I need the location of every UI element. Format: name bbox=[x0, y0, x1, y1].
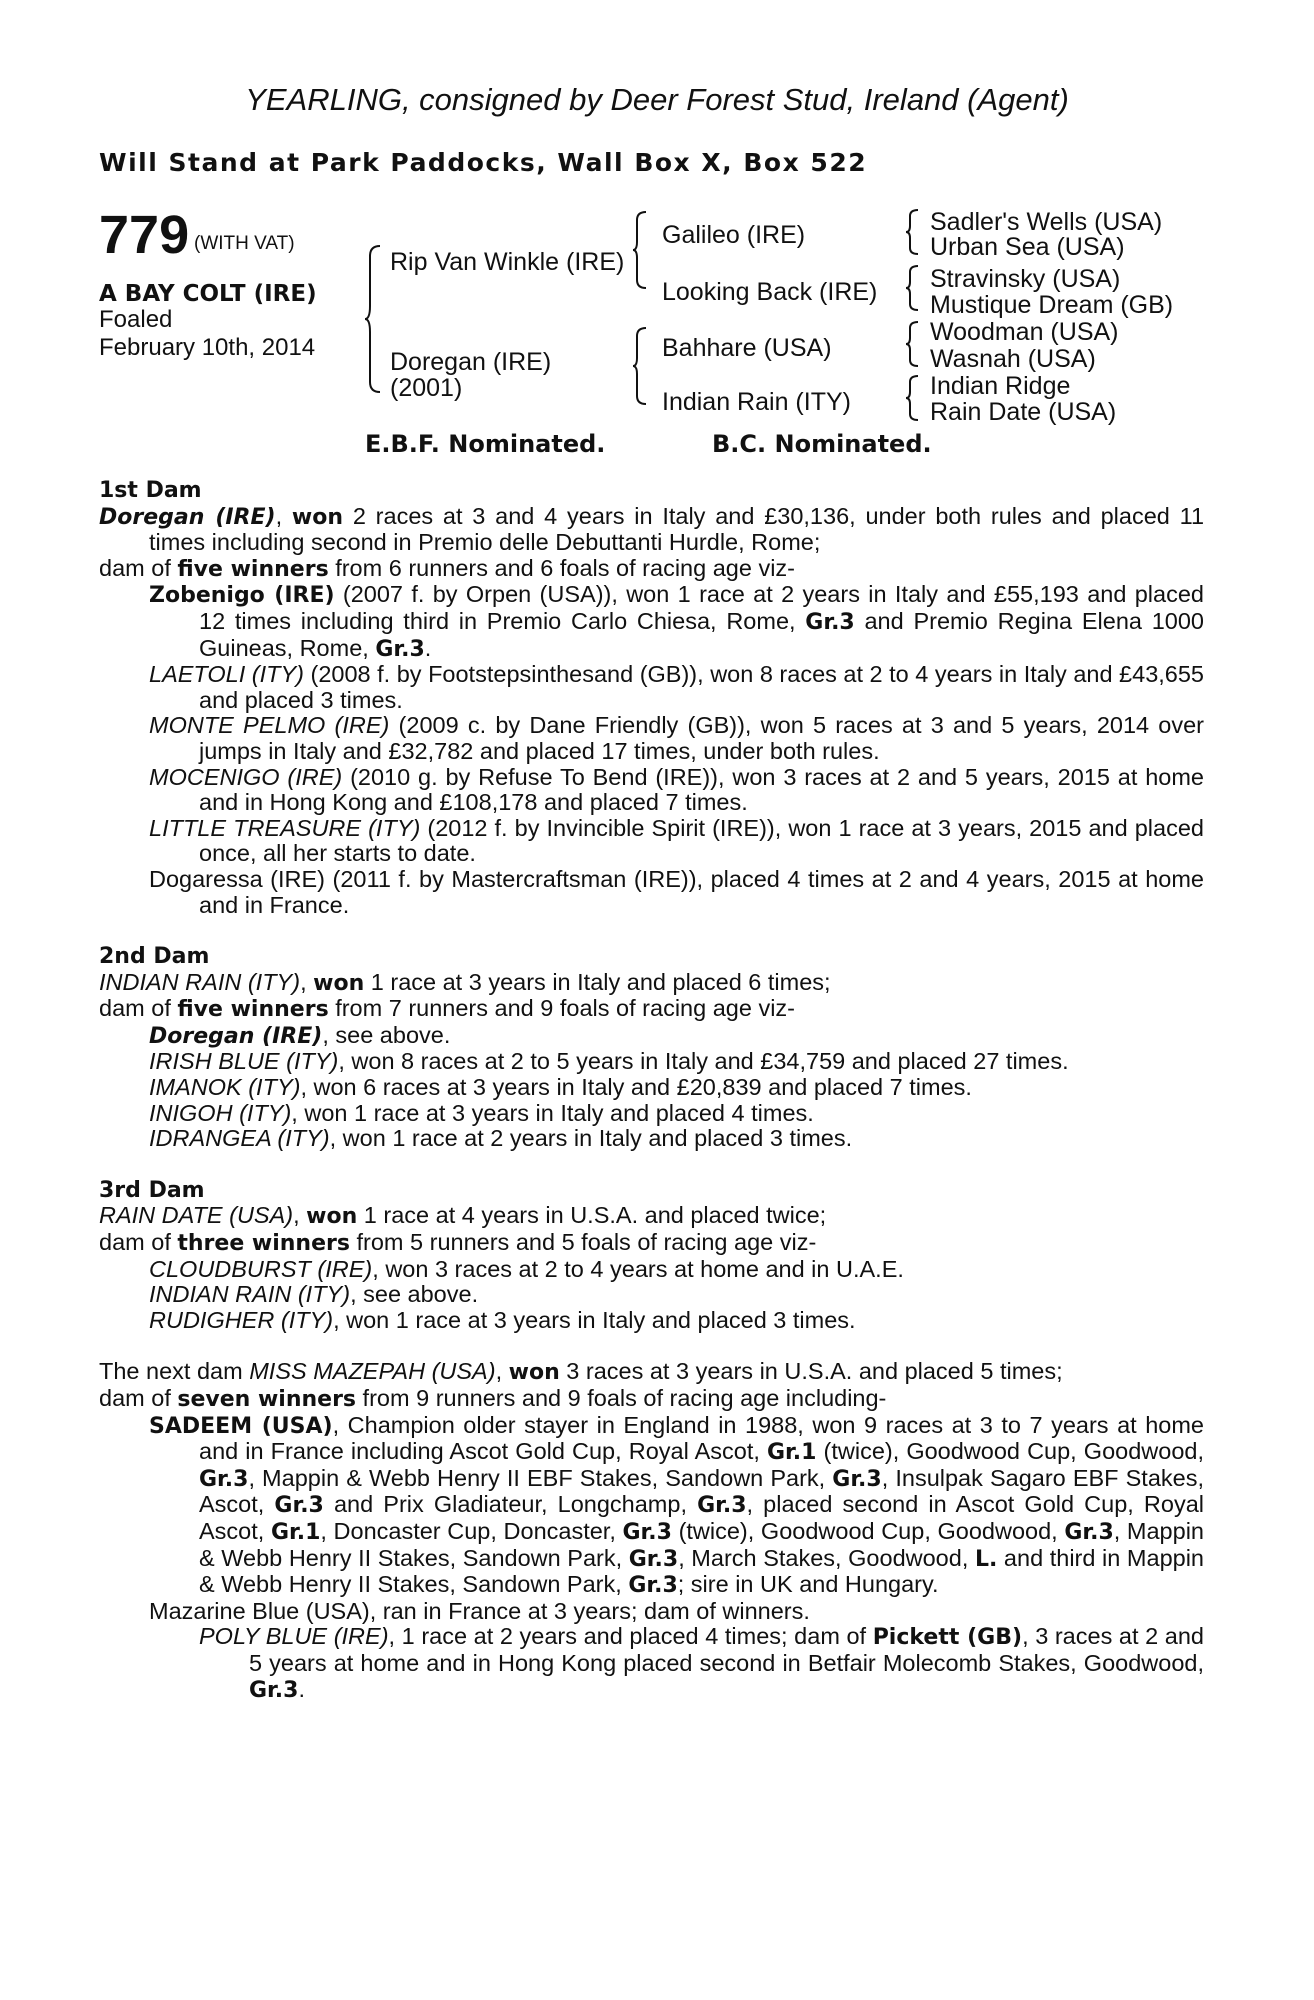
produce-laetoli: LAETOLI (ITY) (2008 f. by Footstepsinthesand (GB)), won 8 races at 2 to 4 years in Italy and £43,655 and placed 3 times. bbox=[149, 661, 1205, 713]
lot-number: 779 bbox=[99, 205, 190, 265]
produce-mocenigo: MOCENIGO (IRE) (2010 g. by Refuse To Bend (IRE)), won 3 races at 2 and 5 years, 2015 at home and in Hong Kong and £108,178 and placed 7 times. bbox=[149, 763, 1204, 816]
gen3-5: Woodman (USA) bbox=[930, 318, 1119, 346]
produce-imanok: IMANOK (ITY), won 6 races at 3 years in Italy and £20,839 and placed 7 times. bbox=[149, 1074, 972, 1101]
gen3-6: Wasnah (USA) bbox=[930, 345, 1096, 373]
third-dam-record: RAIN DATE (USA), won 1 race at 4 years in U.S.A. and placed twice; bbox=[99, 1202, 827, 1230]
produce-mazarine-blue: Mazarine Blue (USA), ran in France at 3 years; dam of winners. bbox=[149, 1597, 810, 1624]
sire-line-brace bbox=[633, 210, 651, 290]
foaled-label: Foaled bbox=[99, 306, 173, 333]
sire: Rip Van Winkle (IRE) bbox=[390, 248, 625, 276]
next-dam-produce: dam of seven winners from 9 runners and 9 foals of racing age including- bbox=[99, 1385, 887, 1412]
lot-title: A BAY COLT (IRE) bbox=[99, 281, 317, 307]
second-dam-heading: 2nd Dam bbox=[99, 944, 210, 970]
sire-dam: Looking Back (IRE) bbox=[662, 278, 878, 306]
third-dam-heading: 3rd Dam bbox=[99, 1177, 205, 1203]
gen3-3: Stravinsky (USA) bbox=[930, 265, 1121, 293]
produce-dogaressa: Dogaressa (IRE) (2011 f. by Mastercraftsman (IRE)), placed 4 times at 2 and 4 years, 2015 at home and in France. bbox=[149, 865, 1204, 918]
stand-location: Will Stand at Park Paddocks, Wall Box X, Box 522 bbox=[99, 148, 868, 177]
gen3-8: Rain Date (USA) bbox=[930, 398, 1117, 426]
produce-sadeem: SADEEM (USA), Champion older stayer in England in 1988, won 9 races at 3 to 7 years at home and in France including Ascot Gold Cup, Royal Ascot, Gr.1 (twice), Goodwood Cup, Goodwood, Gr.3, Mappin & Webb Henry II EBF Stakes, Sandown Park, Gr.3, Insulpak Sagaro EBF Stakes, Ascot, Gr.3 and Prix Gladiateur, Longchamp, Gr.3, placed second in Ascot Gold Cup, Royal Ascot, Gr.1, Doncaster Cup, Doncaster, Gr.3 (twice), Goodwood Cup, Goodwood, Gr.3, Mappin & Webb Henry II Stakes, Sandown Park, Gr.3, March Stakes, Goodwood, L. and third in Mappin & Webb Henry II Stakes, Sandown Park, Gr.3; sire in UK and Hungary. bbox=[149, 1411, 1205, 1599]
third-dam-produce: dam of three winners from 5 runners and 5 foals of racing age viz- bbox=[99, 1229, 817, 1257]
produce-zobenigo: Zobenigo (IRE) (2007 f. by Orpen (USA)), won 1 race at 2 years in Italy and £55,193 and placed 12 times including third in Premio Carlo Chiesa, Rome, Gr.3 and Premio Regina Elena 1000 Guineas, Rome, Gr.3. bbox=[149, 581, 1204, 662]
produce-indian-rain: INDIAN RAIN (ITY), see above. bbox=[149, 1281, 479, 1308]
foaled-date: February 10th, 2014 bbox=[99, 334, 316, 361]
first-dam-record: Doregan (IRE), won 2 races at 3 and 4 years in Italy and £30,136, under both rules and placed 11 times including second in Premio delle Debuttanti Hurdle, Rome; bbox=[99, 502, 1205, 556]
first-dam-produce: dam of five winners from 6 runners and 6 foals of racing age viz- bbox=[99, 554, 795, 582]
produce-doregan: Doregan (IRE), see above. bbox=[149, 1021, 451, 1049]
gen3-7: Indian Ridge bbox=[930, 372, 1071, 400]
brace-g1 bbox=[906, 208, 922, 256]
dam-sire: Bahhare (USA) bbox=[662, 334, 832, 362]
brace-g3 bbox=[906, 320, 922, 368]
dam-year: (2001) bbox=[390, 374, 463, 402]
page-header: YEARLING, consigned by Deer Forest Stud, Ireland (Agent) bbox=[245, 82, 1069, 117]
brace-g4 bbox=[906, 374, 922, 422]
sire-dam-brace bbox=[365, 244, 385, 394]
second-dam-record: INDIAN RAIN (ITY), won 1 race at 3 years in Italy and placed 6 times; bbox=[99, 968, 831, 996]
produce-little-treasure: LITTLE TREASURE (ITY) (2012 f. by Invincible Spirit (IRE)), won 1 race at 3 years, 2015 and placed once, all her starts to date. bbox=[149, 814, 1204, 867]
catalogue-body bbox=[99, 478, 1204, 1703]
produce-monte-pelmo: MONTE PELMO (IRE) (2009 c. by Dane Friendly (GB)), won 5 races at 3 and 5 years, 2014 over jumps in Italy and £32,782 and placed 17 times, under both rules. bbox=[149, 712, 1205, 764]
produce-rudigher: RUDIGHER (ITY), won 1 race at 3 years in Italy and placed 3 times. bbox=[149, 1306, 856, 1333]
dam: Doregan (IRE) bbox=[390, 348, 552, 376]
first-dam-heading: 1st Dam bbox=[99, 478, 202, 503]
gen3-2: Urban Sea (USA) bbox=[930, 233, 1125, 261]
second-dam-produce: dam of five winners from 7 runners and 9 foals of racing age viz- bbox=[99, 995, 795, 1023]
dam-line-brace bbox=[633, 326, 651, 406]
next-dam-record: The next dam MISS MAZEPAH (USA), won 3 races at 3 years in U.S.A. and placed 5 times; bbox=[99, 1358, 1063, 1386]
bc-nominated: B.C. Nominated. bbox=[712, 430, 932, 458]
vat-label: (WITH VAT) bbox=[194, 233, 295, 254]
produce-cloudburst: CLOUDBURST (IRE), won 3 races at 2 to 4 years at home and in U.A.E. bbox=[149, 1255, 904, 1282]
dam-dam: Indian Rain (ITY) bbox=[662, 388, 851, 416]
produce-inigoh: INIGOH (ITY), won 1 race at 3 years in Italy and placed 4 times. bbox=[149, 1099, 814, 1126]
produce-idrangea: IDRANGEA (ITY), won 1 race at 2 years in Italy and placed 3 times. bbox=[149, 1125, 853, 1152]
ebf-nominated: E.B.F. Nominated. bbox=[365, 430, 606, 458]
gen3-1: Sadler's Wells (USA) bbox=[930, 208, 1163, 236]
produce-irish-blue: IRISH BLUE (ITY), won 8 races at 2 to 5 years in Italy and £34,759 and placed 27 times. bbox=[149, 1048, 1069, 1075]
produce-poly-blue: POLY BLUE (IRE), 1 race at 2 years and placed 4 times; dam of Pickett (GB), 3 races at 2 and 5 years at home and in Hong Kong placed second in Betfair Molecomb Stakes, Goodwood, Gr.3. bbox=[199, 1623, 1204, 1703]
gen3-4: Mustique Dream (GB) bbox=[930, 291, 1174, 319]
brace-g2 bbox=[906, 264, 922, 312]
sire-sire: Galileo (IRE) bbox=[662, 221, 806, 249]
